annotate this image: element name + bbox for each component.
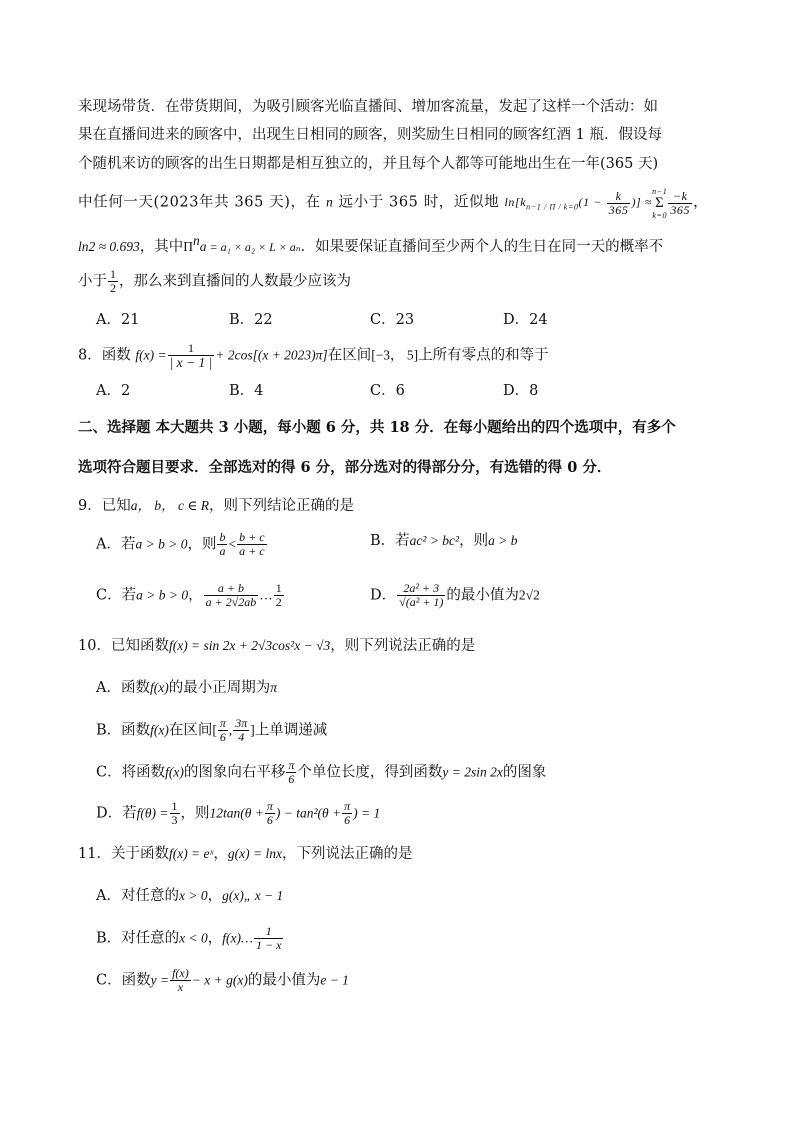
q9-c-frac-2: [274, 582, 284, 609]
q7-log-formula: [504, 187, 693, 220]
q10-c-frac: [286, 759, 296, 786]
q10-b-d2: 4: [238, 730, 245, 744]
q7-line-6-a: 小于: [78, 273, 107, 290]
q10-b-c: 上单调递减: [254, 722, 328, 739]
q10-a-v: π: [270, 680, 277, 695]
q11-b-d: 1 − x: [256, 938, 282, 952]
q7-line-6-b: ，那么来到直播间的人数最少应该为: [119, 273, 351, 290]
q9-a-lt: <: [228, 536, 237, 552]
q11-g: g(x) = lnx: [227, 846, 282, 861]
q9-d-pre: D．: [370, 587, 397, 604]
q10-c-n: π: [288, 758, 295, 772]
q8-fx: f(x) =: [135, 347, 167, 363]
q10-d-frac-2: [265, 800, 275, 827]
q10-b-d1: 6: [219, 730, 226, 744]
q11-option-a[interactable]: [96, 886, 283, 906]
q10-option-a[interactable]: [96, 678, 277, 698]
q10-b-n1: π: [219, 716, 226, 730]
q9-stem-b: ，则下列结论正确的是: [208, 498, 354, 514]
q11-c-v: e − 1: [320, 972, 349, 988]
q10-d-b: ，则: [180, 805, 210, 822]
q11-c-b: 的最小值为: [247, 972, 321, 989]
q11-c-frac: [170, 967, 191, 994]
q11-c-d: x: [177, 980, 184, 994]
q11-a-sep: ，: [207, 888, 223, 904]
section2-heading-line-1: 二、选择题 本大题共 3 小题，每小题 6 分，共 18 分．在每小题给出的四个选项中，有多个: [78, 419, 676, 436]
q10-d-n3: π: [344, 799, 351, 813]
q9-option-c[interactable]: [96, 582, 285, 609]
q11-c-a: C．函数: [96, 972, 151, 989]
q10-d-d3: 6: [344, 813, 351, 827]
q7-var-n: n: [325, 194, 334, 210]
q7-prod-sub: n−1 / Π / k=0: [526, 202, 579, 212]
q11-stem-b: ，下列说法正确的是: [281, 846, 413, 862]
q7-prod-symbol: Π: [183, 238, 194, 254]
q7-option-c[interactable]: C．23: [370, 312, 415, 328]
q10-c-g: y = 2sin 2x: [442, 764, 503, 780]
q9-a-d2: a + c: [239, 544, 265, 558]
q10-d-e3: ) = 1: [353, 805, 381, 821]
q10-d-a: D．若: [96, 805, 137, 822]
q10-c-a: C．将函数: [96, 764, 166, 781]
q7-sum: [652, 187, 667, 220]
q11-stem-a: 11．关于函数: [78, 846, 169, 862]
q11-c-y: y =: [150, 972, 170, 988]
q8-option-c[interactable]: C．6: [370, 383, 405, 399]
q10-stem-a: 10．已知函数: [78, 638, 169, 654]
q10-d-n2: π: [266, 799, 273, 813]
q8-frac: [168, 342, 215, 369]
q10-d-e2: ) − tan²(θ +: [275, 805, 342, 821]
q7-ln2: ln2 ≈ 0.693: [78, 238, 140, 254]
q7-frac-k: k: [607, 190, 631, 204]
q7-line-5: [78, 231, 663, 257]
q11-c-n: f(x): [172, 966, 189, 980]
q7-half-num: 1: [110, 267, 116, 281]
q9-a-mid: ，则: [187, 536, 217, 553]
q9-b-mid: ，则: [459, 533, 489, 549]
q8-option-b[interactable]: B．4: [229, 383, 264, 399]
q9-b-res: a > b: [488, 533, 518, 548]
q9-option-a[interactable]: [96, 531, 268, 558]
q7-log-mid: (1 −: [578, 195, 606, 210]
q10-a-a: A．函数: [96, 680, 150, 696]
q10-b-b: 在区间: [168, 722, 213, 739]
q7-line-4: [78, 187, 708, 220]
q10-b-frac-2: [233, 717, 249, 744]
q7-prod-sup: n: [193, 233, 200, 248]
q7-line-5-b: ，其中: [139, 238, 184, 255]
q10-d-frac-1: [170, 800, 180, 827]
q11-f: f(x) = eˣ: [168, 846, 214, 861]
q10-b-a: B．函数: [96, 722, 151, 739]
q11-a-e: g(x)„ x − 1: [222, 888, 284, 903]
q11-option-c[interactable]: [96, 967, 349, 994]
q9-c-rel: …: [259, 587, 273, 603]
q10-d-e1: 12tan(θ +: [209, 805, 264, 821]
q7-option-b[interactable]: B．22: [229, 312, 273, 328]
q7-frac-365: 365: [608, 203, 629, 217]
q9-a-d1: a: [219, 544, 226, 558]
q7-log-approx: )] ≈: [631, 195, 653, 210]
q7-frac-neg-k-den: 365: [670, 203, 691, 217]
q10-c-f: f(x): [165, 764, 184, 780]
q9-a-frac-1: [217, 531, 227, 558]
q10-b-n2: 3π: [235, 716, 248, 730]
q11-b-sep: ，: [207, 930, 223, 947]
q8-stem: [78, 342, 549, 369]
q10-d-n: 1: [171, 799, 178, 813]
q7-prod-a: a: [199, 238, 207, 254]
q9-d-den: √(a² + 1): [399, 595, 444, 609]
q7-sum-top: n−1: [652, 187, 668, 196]
q11-a-c: x > 0: [178, 888, 208, 903]
q9-c-pre: C．若: [96, 587, 137, 604]
q7-log-head: ln[k: [504, 195, 527, 210]
q11-stem-sep: ，: [213, 846, 228, 862]
q9-c-mid: ，: [188, 587, 203, 604]
q8-cos-term: + 2cos[(x + 2023)π]: [215, 347, 328, 363]
q7-prod-expansion: = a₁ × a₂ × L × aₙ: [206, 239, 301, 254]
q10-b-frac-1: [218, 717, 228, 744]
q9-a-pre: A．若: [96, 536, 136, 553]
q10-option-c[interactable]: [96, 759, 546, 786]
q9-option-b[interactable]: [370, 531, 517, 551]
q7-line-4-end: ，: [693, 194, 709, 211]
q7-line-5-f: ．如果要保证直播间至少两个人的生日在同一天的概率不: [300, 238, 664, 255]
q11-option-b[interactable]: [96, 925, 284, 952]
q9-a-frac-2: [237, 531, 266, 558]
q7-frac-half: [108, 268, 118, 295]
q9-b-cond: ac² > bc²: [409, 533, 460, 548]
q7-frac-neg-k-num: −k: [668, 190, 692, 204]
q7-line-4-b: 远小于 365 时，近似地: [338, 194, 500, 211]
q10-d-d: 3: [171, 813, 178, 827]
q11-c-e: − x + g(x): [191, 972, 248, 988]
q9-option-d[interactable]: [370, 582, 540, 609]
q10-d-f: f(θ) =: [136, 805, 169, 821]
q9-d-mid: 的最小值为: [446, 587, 519, 604]
q10-c-e: 的图象: [502, 764, 547, 781]
q9-stem-a: 9．已知: [78, 498, 131, 514]
q7-half-den: 2: [110, 281, 116, 295]
q10-option-d[interactable]: [96, 800, 380, 827]
q9-a-n1: b: [219, 530, 226, 544]
q8-stem-c: 在区间: [327, 347, 372, 364]
q8-interval: [−3， 5]: [371, 347, 419, 363]
q11-b-e: f(x)…: [222, 930, 254, 946]
q9-c-num: a + b: [204, 582, 259, 596]
q9-c-frac-1: [204, 582, 259, 609]
q8-stem-d: 上所有零点的和等于: [418, 347, 549, 364]
q11-b-frac: [254, 925, 283, 952]
q10-option-b[interactable]: B．函数f(x)在区间[ $\frac{\pi}{6}$ , $\frac{3\pi}{4}$ ]上单调递减: [96, 716, 328, 744]
q10-d-d2: 6: [266, 813, 273, 827]
q7-sum-sigma: Σ: [655, 195, 665, 211]
q9-c-cond: a > b > 0: [136, 587, 189, 603]
q7-option-d[interactable]: D．24: [503, 312, 548, 328]
q7-line-4-a: 中任何一天(2023年共 365 天)，在: [78, 194, 321, 211]
q10-a-b: 的最小正周期为: [168, 680, 271, 696]
q9-d-num: 2a² + 3: [397, 582, 445, 596]
q9-c-d2: 2: [275, 595, 282, 609]
q10-d-frac-3: [342, 800, 352, 827]
q7-line-3: 个随机来访的顾客的出生日期都是相互独立的，并且每个人都等可能地出生在一年(365 天): [78, 156, 659, 172]
q11-stem: [78, 844, 412, 864]
section2-heading-line-2: 选项符合题目要求．全部选对的得 6 分，部分选对的得部分分，有选错的得 0 分．: [78, 459, 612, 476]
q7-line-2: 果在直播间进来的顾客中，出现生日相同的顾客，则奖励生日相同的顾客红酒 1 瓶．假设每: [78, 127, 662, 143]
q8-stem-a: 8．函数: [78, 347, 131, 364]
q9-d-val: 2√2: [518, 587, 540, 603]
q9-vars: a， b， c ∈ R: [130, 498, 209, 513]
q11-b-n: 1: [254, 925, 283, 939]
q10-stem: [78, 636, 475, 656]
q10-function: f(x) = sin 2x + 2√3cos²x − √3: [168, 638, 331, 653]
q10-c-d: 6: [288, 772, 295, 786]
q7-option-a[interactable]: A．21: [96, 312, 140, 328]
q10-stem-b: ，则下列说法正确的是: [330, 638, 476, 654]
q7-sum-bot: k=0: [652, 211, 668, 220]
q9-a-n2: b + c: [239, 530, 265, 544]
q7-line-6: [78, 268, 351, 295]
q8-option-d[interactable]: D．8: [503, 383, 539, 399]
q9-d-frac: [397, 582, 445, 609]
q8-option-a[interactable]: A．2: [96, 383, 131, 399]
q10-a-f: f(x): [149, 680, 169, 695]
q9-b-pre: B．若: [370, 533, 410, 549]
q10-c-c: 个单位长度，得到函数: [297, 764, 443, 781]
q7-frac-k365: [607, 190, 631, 217]
q7-frac-neg-k: [668, 190, 692, 217]
q10-c-b: 的图象向右平移: [183, 764, 286, 781]
q8-frac-den: | x − 1 |: [169, 355, 213, 370]
q9-c-n2: 1: [275, 581, 282, 595]
q11-b-a: B．对任意的: [96, 930, 180, 947]
q11-a-a: A．对任意的: [96, 888, 179, 904]
q11-b-c: x < 0: [179, 930, 208, 946]
q10-b-f: f(x): [150, 722, 169, 738]
q8-frac-num: 1: [168, 342, 215, 356]
q7-line-1: 来现场带货．在带货期间，为吸引顾客光临直播间、增加客流量，发起了这样一个活动：如: [78, 99, 658, 115]
q9-a-cond: a > b > 0: [135, 536, 188, 552]
q9-c-den: a + 2√2ab: [205, 595, 257, 609]
q9-stem: [78, 496, 354, 516]
